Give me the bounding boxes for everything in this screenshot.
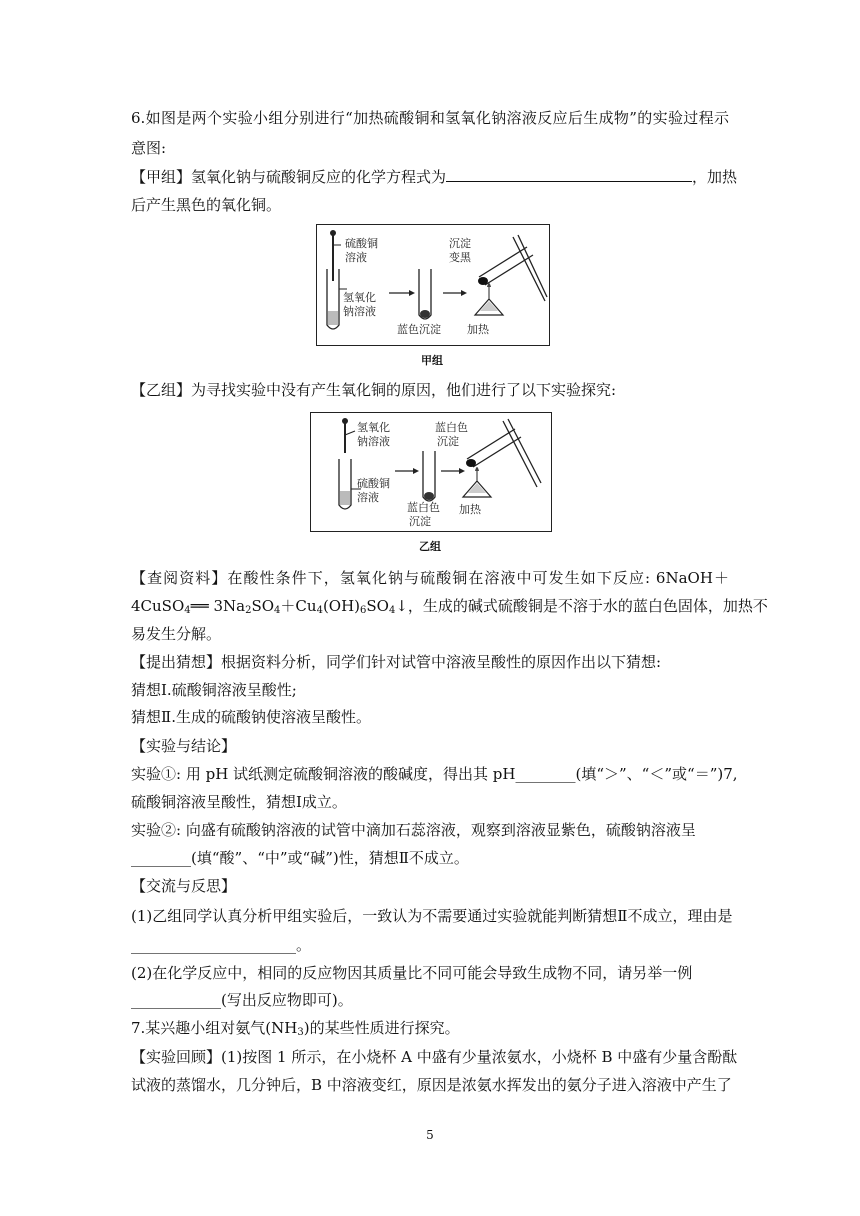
reflection-2-line1: (2)在化学反应中，相同的反应物因其质量比不同可能会导致生成物不同，请另举一例 bbox=[131, 964, 693, 982]
fig-jia-label-black-2: 变黑 bbox=[449, 251, 471, 264]
q7-review-line2: 试液的蒸馏水，几分钟后，B 中溶液变红，原因是浓氨水挥发出的氨分子进入溶液中产生了 bbox=[131, 1076, 732, 1094]
fig-yi-label-ppt-bottom-1: 蓝白色 bbox=[407, 501, 440, 514]
fig-yi-label-heat: 加热 bbox=[459, 503, 481, 516]
fig-jia-label-naoh-1: 氢氧化 bbox=[343, 291, 376, 304]
experiment-2-line1: 实验②: 向盛有硫酸钠溶液的试管中滴加石蕊溶液，观察到溶液显紫色，硫酸钠溶液呈 bbox=[131, 821, 696, 839]
page-number: 5 bbox=[426, 1128, 434, 1142]
figure-yi-diagram bbox=[311, 413, 551, 531]
jia-suffix: ，加热 bbox=[692, 168, 738, 186]
fig-yi-label-cuso4-2: 溶液 bbox=[357, 491, 379, 504]
hypothesis-2: 猜想Ⅱ.生成的硫酸钠使溶液呈酸性。 bbox=[131, 708, 371, 726]
reference-line1: 【查阅资料】在酸性条件下，氢氧化钠与硫酸铜在溶液中可发生如下反应: 6NaOH＋ bbox=[131, 569, 729, 587]
q7-review-line1: 【实验回顾】(1)按图 1 所示，在小烧杯 A 中盛有少量浓氨水，小烧杯 B 中盛有少量含酚酞 bbox=[131, 1048, 738, 1066]
experiment-2-line2[interactable]: ________(填“酸”、“中”或“碱”)性，猜想Ⅱ不成立。 bbox=[131, 849, 469, 867]
figure-yi-caption: 乙组 bbox=[419, 540, 441, 553]
hypothesis-head: 【提出猜想】根据资料分析，同学们针对试管中溶液呈酸性的原因作出以下猜想: bbox=[131, 653, 662, 671]
fig-yi-label-cuso4-1: 硫酸铜 bbox=[357, 477, 390, 490]
reflection-1-line2[interactable]: ______________________。 bbox=[131, 936, 312, 954]
jia-prefix: 【甲组】氢氧化钠与硫酸铜反应的化学方程式为 bbox=[131, 168, 447, 186]
figure-jia-diagram bbox=[317, 225, 549, 345]
fig-yi-label-ppt-top-1: 蓝白色 bbox=[435, 421, 468, 434]
fig-jia-label-cuso4-2: 溶液 bbox=[345, 251, 367, 264]
fig-jia-label-heat: 加热 bbox=[467, 323, 489, 336]
q6-title-line2: 意图: bbox=[131, 139, 167, 157]
figure-jia bbox=[316, 224, 550, 346]
yi-group-line: 【乙组】为寻找实验中没有产生氧化铜的原因，他们进行了以下实验探究: bbox=[131, 381, 617, 399]
reflection-2-line2[interactable]: ____________(写出反应物即可)。 bbox=[131, 991, 353, 1009]
experiment-1-line1[interactable]: 实验①: 用 pH 试纸测定硫酸铜溶液的酸碱度，得出其 pH________(填“＞”、“＜”或“＝”)7, bbox=[131, 765, 738, 783]
fig-jia-label-naoh-2: 钠溶液 bbox=[343, 305, 376, 318]
fig-yi-label-ppt-bottom-2: 沉淀 bbox=[409, 515, 431, 528]
experiment-1-line2: 硫酸铜溶液呈酸性，猜想Ⅰ成立。 bbox=[131, 793, 347, 811]
fig-jia-label-cuso4-1: 硫酸铜 bbox=[345, 237, 378, 250]
jia-group-line bbox=[131, 166, 737, 187]
answer-blank-equation[interactable] bbox=[446, 166, 692, 182]
figure-yi bbox=[310, 412, 552, 532]
fig-yi-label-ppt-top-2: 沉淀 bbox=[437, 435, 459, 448]
q7-title: 7.某兴趣小组对氨气$(NH_3)$的某些性质进行探究。 bbox=[131, 1019, 460, 1038]
fig-yi-label-naoh-1: 氢氧化 bbox=[357, 421, 390, 434]
jia-group-line2: 后产生黑色的氧化铜。 bbox=[131, 196, 282, 214]
hypothesis-1: 猜想Ⅰ.硫酸铜溶液呈酸性; bbox=[131, 681, 297, 699]
reference-line2: 4CuSO$_4$══ $3Na_2SO_4+Cu_4(OH)_6SO_4↓$，生成的碱式硫酸铜是不溶于水的蓝白色固体，加热不 bbox=[131, 597, 768, 616]
figure-jia-caption: 甲组 bbox=[421, 354, 443, 367]
q6-title-line1: 6.如图是两个实验小组分别进行“加热硫酸铜和氢氧化钠溶液反应后生成物”的实验过程示 bbox=[131, 109, 729, 127]
reference-line3: 易发生分解。 bbox=[131, 625, 222, 643]
reflection-head: 【交流与反思】 bbox=[131, 877, 237, 895]
reflection-1-line1: (1)乙组同学认真分析甲组实验后，一致认为不需要通过实验就能判断猜想Ⅱ不成立，理由是 bbox=[131, 907, 733, 925]
fig-jia-label-blue-ppt: 蓝色沉淀 bbox=[397, 323, 441, 336]
fig-yi-label-naoh-2: 钠溶液 bbox=[357, 435, 390, 448]
experiment-head: 【实验与结论】 bbox=[131, 737, 237, 755]
fig-jia-label-black-1: 沉淀 bbox=[449, 237, 471, 250]
